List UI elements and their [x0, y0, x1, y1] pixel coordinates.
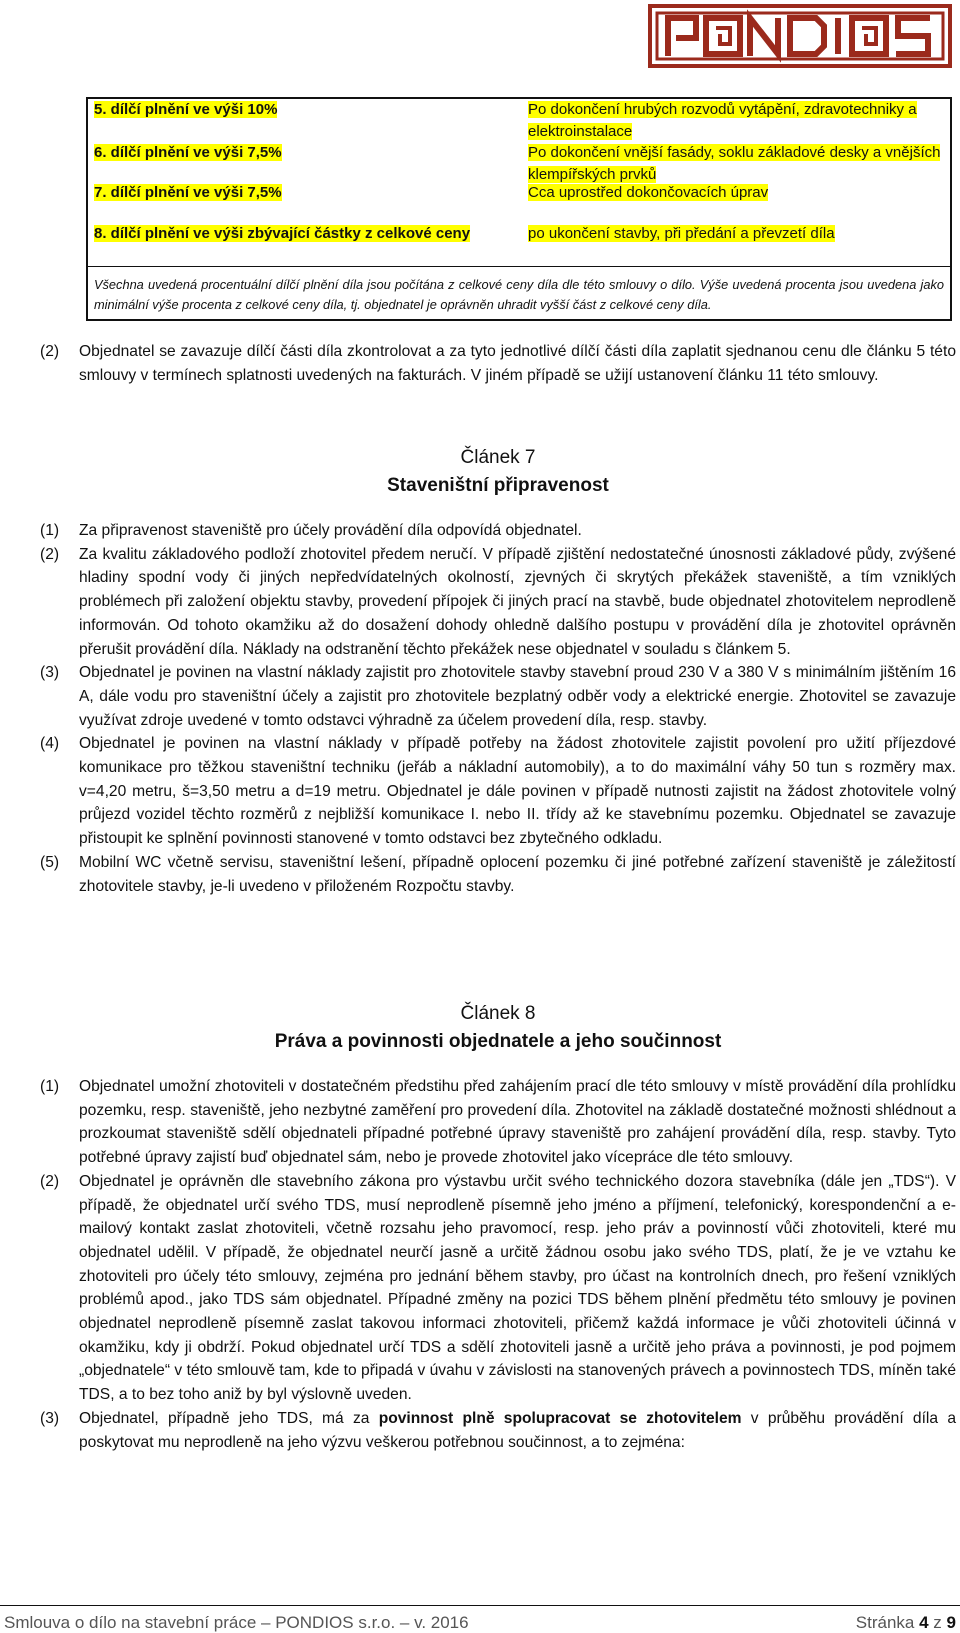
list-item	[40, 1075, 956, 1170]
item-text	[79, 1407, 956, 1454]
item-text: Mobilní WC včetně servisu, staveništní lešení, případně oplocení pozemku či jiné potřebné zařízení staveniště je záležitostí zhotovitele stavby, je-li uvedeno v přiloženém Rozpočtu stavby.	[79, 853, 956, 895]
list-item	[40, 1407, 956, 1454]
list-item	[40, 340, 956, 387]
item-text: Objednatel se zavazuje dílčí části díla zkontrolovat a za tyto jednotlivé dílčí části díla zaplatit sjednanou cenu dle článku 5 této smlouvy v termínech splatnosti uvedených na fakturách. V jiném případě se užijí ustanovení článku 11 této smlouvy.	[79, 343, 956, 384]
table-row	[88, 223, 950, 266]
table-row	[88, 182, 950, 223]
item-number: (1)	[40, 1078, 60, 1095]
item-number: (3)	[40, 664, 60, 682]
article-8-heading	[40, 1000, 956, 1056]
page-footer	[0, 1605, 960, 1632]
article-subtitle: Práva a povinnosti objednatele a jeho součinnost	[274, 1031, 722, 1052]
item-number: (2)	[40, 343, 60, 360]
list-item	[40, 851, 956, 898]
table-row	[88, 142, 950, 182]
item-text: Objednatel je povinen na vlastní náklady zajistit pro zhotovitele stavby stavební proud 230 V a 380 V s minimálním jištěním 16 A, dále vodu pro staveništní účely a zajistit pro zhotovitele bezplatný odběr vody a elektrické energie. Zhotovitel se zavazuje využívat zdroje uvedené v tomto odstavci výhradně za účelem provedení díla, resp. stavby.	[79, 664, 956, 729]
installment-description: Po dokončení vnější fasády, soklu základové desky a vnějších klempířských prvků	[528, 144, 941, 183]
table-label-cell	[88, 99, 518, 142]
list-item	[40, 1170, 956, 1407]
pondios-logo	[648, 4, 952, 68]
footer-total-pages: 9	[946, 1613, 956, 1632]
table-desc-cell	[518, 99, 950, 142]
article-7-body	[40, 519, 956, 898]
item-text: Objednatel je povinen na vlastní náklady v případě potřeby na žádost zhotovitele zajistit povolení pro užití příjezdové komunikace pro těžkou staveništní techniku (jeřáb a nákladní automobily), a to do maximální váhy 50 tun s rozměry max. v=4,20 metru, š=3,50 metru a d=19 metru. Objednatel je dále povinen v případě nutnosti zajistit na žádost zhotovitele volný průjezd vozidel těchto rozměrů z nejbližší komunikace I. nebo II. třídy až ke stavebnímu pozemku. Objednatel se zavazuje přistoupit ke splnění povinnosti stanovené v tomto odstavci bez zbytečného odkladu.	[79, 735, 956, 848]
table-desc-cell	[518, 182, 950, 223]
item-number: (5)	[40, 853, 60, 871]
table-desc-cell	[518, 223, 950, 266]
item-number: (2)	[40, 1172, 60, 1190]
list-item	[40, 732, 956, 851]
table-label-cell	[88, 223, 518, 266]
item-text: Objednatel je oprávněn dle stavebního zákona pro výstavbu určit svého technického dozora stavebníka (dále jen „TDS“). V případě, že objednatel určí svého TDS, musí neprodleně písemně jeho jméno a příjmení, telefonický, korespondenční a e-mailový kontakt zaslat zhotoviteli, včetně rozsahu jeho pravomocí, resp. jeho práv a povinností vůči zhotoviteli, které mu objednatel udělil. V případě, že objednatel neurčí jasně a určitě žádnou osobu jako svého TDS, platí, že je ve vztahu ke zhotoviteli pro účely této smlouvy, zejména pro jednání během stavby, pro účast na kontrolních dnech, pro řešení vzniklých problémů apod., jako TDS sám objednatel. Případné změny na pozici TDS během plnění předmětu této smlouvy je povinen objednatel neprodleně písemně zaslat takovou informaci zhotoviteli, přičemž každá informace je vůči zhotoviteli účinná v okamžiku, kdy ji obdrží. Pokud objednatel určí TDS a sdělí zhotoviteli jasně a určitě jeho práva a povinnosti, je pod pojmem „objednatele“ v této smlouvě tam, kde to připadá v úvahu v závislosti na stanovených právech a povinnostech TDS, míněn také TDS, a to bez toho aniž by byl výslovně uveden.	[79, 1172, 956, 1404]
article-title: Článek 8	[460, 1003, 536, 1024]
item-number: (1)	[40, 522, 60, 539]
footer-page-number	[856, 1613, 956, 1633]
table-desc-cell	[518, 142, 950, 182]
item-number: (2)	[40, 545, 60, 563]
installment-label: 8. dílčí plnění ve výši zbývající částky z celkové ceny	[94, 225, 471, 242]
list-item	[40, 543, 956, 662]
item-text-part: v průběhu provádění díla a poskytovat mu neprodleně na jeho výzvu veškerou potřebnou součinnost, a to zejména:	[79, 1409, 956, 1451]
payment-clause	[40, 340, 956, 387]
footer-page-word: Stránka	[855, 1613, 915, 1632]
installment-description: Po dokončení hrubých rozvodů vytápění, zdravotechniky a elektroinstalace	[528, 101, 917, 140]
list-item	[40, 661, 956, 732]
footer-of-word: z	[933, 1613, 942, 1632]
installment-description: Cca uprostřed dokončovacích úprav	[528, 184, 769, 201]
footer-current-page: 4	[919, 1613, 929, 1632]
article-title: Článek 7	[460, 447, 536, 468]
item-text-part: Objednatel, případně jeho TDS, má za	[79, 1409, 379, 1427]
item-text-emphasis: povinnost plně spolupracovat se zhotovitelem	[378, 1409, 742, 1427]
footer-document-title: Smlouva o dílo na stavební práce – PONDIOS s.r.o. – v. 2016	[4, 1613, 469, 1632]
item-text: Za připravenost staveniště pro účely provádění díla odpovídá objednatel.	[79, 522, 582, 539]
table-row	[88, 99, 950, 142]
table-label-cell	[88, 142, 518, 182]
article-8-body	[40, 1075, 956, 1454]
installment-description: po ukončení stavby, při předání a převzetí díla	[528, 225, 835, 242]
item-text: Za kvalitu základového podloží zhotovitel předem neručí. V případě zjištění nedostatečné únosnosti základové půdy, zvýšené hladiny spodní vody či jiných nepředvídatelných okolností, zjevných či skrytých překážek staveniště, a tím vzniklých problémech při založení objektu stavby, provedení přípojek či jiných prací na stavbě, bude objednatel zhotovitelem neprodleně informován. Od tohoto okamžiku až do dosažení dohody ohledně dalšího postupu v provádění díla je zhotovitel oprávněn přerušit provádění díla. Náklady na odstranění těchto překážek nese objednatel v souladu s článkem 5.	[79, 545, 956, 658]
item-number: (4)	[40, 735, 60, 753]
installment-label: 6. dílčí plnění ve výši 7,5%	[94, 144, 282, 161]
payment-schedule-table	[86, 97, 952, 321]
table-note: Všechna uvedená procentuální dílčí plnění díla jsou počítána z celkové ceny díla dle této smlouvy o dílo. Výše uvedená procenta jsou uvedena jako minimální výše procenta z celkové ceny díla, tj. objednatel je oprávněn uhradit vyšší část z celkové ceny díla.	[88, 266, 950, 319]
item-number: (3)	[40, 1409, 60, 1427]
installment-label: 7. dílčí plnění ve výši 7,5%	[94, 184, 282, 201]
article-7-heading	[40, 444, 956, 500]
item-text: Objednatel umožní zhotoviteli v dostatečném předstihu před zahájením prací dle této smlouvy v místě provádění díla prohlídku pozemku, resp. staveniště, jeho nezbytné zaměření pro provedení díla. Zhotovitel na základě dostatečné možnosti shlédnout a prozkoumat staveniště sdělí objednateli případné potřebné úpravy staveniště pro zahájení provádění díla, resp. stavby. Tyto potřebné úpravy zajistí buď objednatel sám, nebo je provede zhotovitel jako vícepráce dle této smlouvy.	[79, 1078, 956, 1167]
installment-label: 5. dílčí plnění ve výši 10%	[94, 101, 278, 118]
table-label-cell	[88, 182, 518, 223]
pondios-logo-graphic	[648, 4, 952, 68]
list-item	[40, 519, 956, 543]
article-subtitle: Staveništní připravenost	[387, 475, 609, 496]
